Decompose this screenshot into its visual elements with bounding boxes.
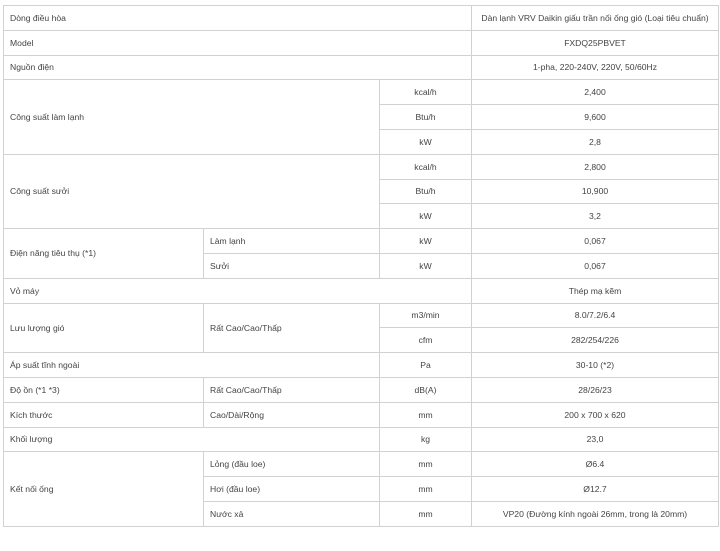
value-cell: 30-10 (*2) <box>472 353 719 378</box>
table-row <box>4 55 719 80</box>
value-cell: 282/254/226 <box>472 328 719 353</box>
static-pressure-label: Áp suất tĩnh ngoài <box>4 353 380 378</box>
unit-cell: mm <box>380 501 472 526</box>
unit-cell: mm <box>380 402 472 427</box>
table-row <box>4 80 719 105</box>
weight-label: Khối lượng <box>4 427 380 452</box>
model-value: FXDQ25PBVET <box>472 30 719 55</box>
cooling-capacity-label: Công suất làm lạnh <box>4 80 380 154</box>
power-consumption-label: Điện năng tiêu thụ (*1) <box>4 229 204 279</box>
casing-value: Thép mạ kẽm <box>472 278 719 303</box>
table-row <box>4 154 719 179</box>
header-value: Dàn lạnh VRV Daikin giấu trần nối ống gió (Loại tiêu chuẩn) <box>472 6 719 31</box>
value-cell: 2,400 <box>472 80 719 105</box>
power-source-value: 1-pha, 220-240V, 220V, 50/60Hz <box>472 55 719 80</box>
value-cell: VP20 (Đường kính ngoài 26mm, trong là 20mm) <box>472 501 719 526</box>
value-cell: Ø12.7 <box>472 477 719 502</box>
unit-cell: kcal/h <box>380 80 472 105</box>
mode-cell: Sưởi <box>204 253 380 278</box>
value-cell: 0,067 <box>472 253 719 278</box>
spec-table <box>3 5 719 527</box>
unit-cell: kg <box>380 427 472 452</box>
heating-capacity-label: Công suất sưởi <box>4 154 380 228</box>
value-cell: 200 x 700 x 620 <box>472 402 719 427</box>
table-row <box>4 30 719 55</box>
table-row <box>4 303 719 328</box>
table-row <box>4 6 719 31</box>
airflow-label: Lưu lượng gió <box>4 303 204 353</box>
value-cell: 0,067 <box>472 229 719 254</box>
airflow-mode: Rất Cao/Cao/Thấp <box>204 303 380 353</box>
model-label: Model <box>4 30 472 55</box>
table-row <box>4 427 719 452</box>
unit-cell: Btu/h <box>380 179 472 204</box>
mode-cell: Nước xả <box>204 501 380 526</box>
value-cell: 23,0 <box>472 427 719 452</box>
table-row <box>4 353 719 378</box>
piping-label: Kết nối ống <box>4 452 204 526</box>
table-row <box>4 452 719 477</box>
dimensions-label: Kích thước <box>4 402 204 427</box>
unit-cell: cfm <box>380 328 472 353</box>
value-cell: 2,800 <box>472 154 719 179</box>
value-cell: 2,8 <box>472 129 719 154</box>
unit-cell: kW <box>380 129 472 154</box>
header-label: Dòng điều hòa <box>4 6 472 31</box>
value-cell: 9,600 <box>472 105 719 130</box>
value-cell: 10,900 <box>472 179 719 204</box>
unit-cell: Btu/h <box>380 105 472 130</box>
table-row <box>4 402 719 427</box>
mode-cell: Lỏng (đầu loe) <box>204 452 380 477</box>
unit-cell: kW <box>380 253 472 278</box>
value-cell: 8.0/7.2/6.4 <box>472 303 719 328</box>
mode-cell: Hơi (đầu loe) <box>204 477 380 502</box>
table-row <box>4 229 719 254</box>
mode-cell: Rất Cao/Cao/Thấp <box>204 377 380 402</box>
unit-cell: m3/min <box>380 303 472 328</box>
sound-level-label: Độ ồn (*1 *3) <box>4 377 204 402</box>
mode-cell: Làm lạnh <box>204 229 380 254</box>
value-cell: Ø6.4 <box>472 452 719 477</box>
unit-cell: kW <box>380 229 472 254</box>
power-source-label: Nguồn điện <box>4 55 472 80</box>
table-row <box>4 278 719 303</box>
unit-cell: kW <box>380 204 472 229</box>
unit-cell: mm <box>380 452 472 477</box>
unit-cell: mm <box>380 477 472 502</box>
unit-cell: dB(A) <box>380 377 472 402</box>
value-cell: 28/26/23 <box>472 377 719 402</box>
mode-cell: Cao/Dài/Rộng <box>204 402 380 427</box>
table-row <box>4 377 719 402</box>
unit-cell: kcal/h <box>380 154 472 179</box>
unit-cell: Pa <box>380 353 472 378</box>
casing-label: Vỏ máy <box>4 278 472 303</box>
value-cell: 3,2 <box>472 204 719 229</box>
